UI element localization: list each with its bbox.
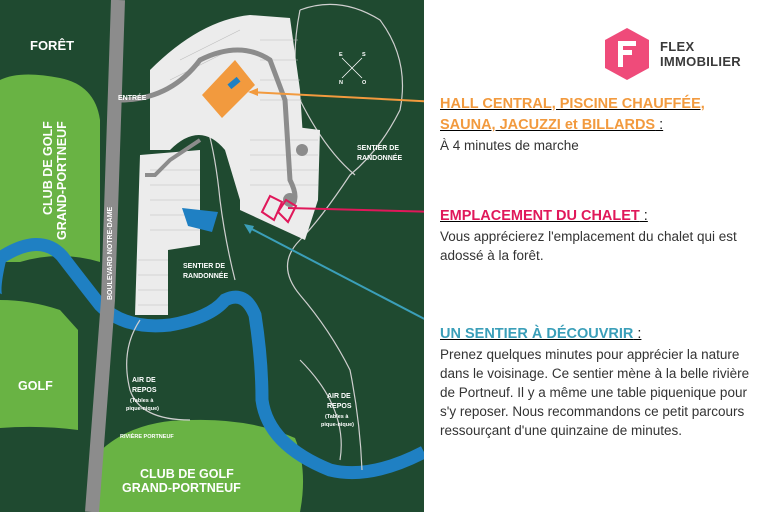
compass-e: E [339, 52, 343, 58]
chalet-heading: EMPLACEMENT DU CHALET [440, 208, 640, 224]
label-foret: FORÊT [30, 38, 75, 53]
sentier-body: Prenez quelques minutes pour apprécier la nature dans le voisinage. Ce sentier mène à la belle rivière de Portneuf. Il y a même une table piquenique pour s'y reposer. Nous recommandons ce petit parcours ressourçant d'une quinzaine de minutes. [440, 347, 750, 438]
hall-heading-suffix: : [655, 117, 664, 133]
hall-heading-wrap [440, 94, 760, 136]
golf-area-left-lower [0, 300, 78, 430]
chalet-heading-wrap [440, 206, 760, 227]
label-air-left-3: (Tables à [130, 398, 154, 404]
sentier-heading: UN SENTIER À DÉCOUVRIR [440, 326, 634, 342]
compass-s: S [362, 52, 366, 58]
label-club-left-2: GRAND-PORTNEUF [55, 121, 69, 240]
label-air-right-4: pique-nique) [321, 422, 354, 428]
logo-text [660, 39, 741, 69]
hall-heading: HALL CENTRAL, PISCINE CHAUFFÉE, SAUNA, JACUZZI et BILLARDS [440, 96, 705, 133]
label-sentier-right-1: SENTIER DE [357, 145, 400, 152]
road-cul-de-sac-2 [296, 144, 308, 156]
flex-immobilier-logo [602, 26, 741, 82]
section-sentier [440, 324, 760, 440]
label-club-bottom-2: GRAND-PORTNEUF [122, 481, 241, 495]
section-hall [440, 94, 760, 155]
label-club-bottom-1: CLUB DE GOLF [140, 467, 234, 481]
sentier-heading-suffix: : [633, 326, 642, 342]
chalet-heading-suffix: : [639, 208, 648, 224]
compass-n: N [339, 80, 343, 86]
label-air-right-3: (Tables à [325, 414, 349, 420]
chalet-body: Vous apprécierez l'emplacement du chalet qui est adossé à la forêt. [440, 229, 737, 263]
label-boulevard: BOULEVARD NOTRE-DAME [107, 206, 114, 300]
hall-body: À 4 minutes de marche [440, 138, 579, 153]
label-air-left-4: pique-nique) [126, 406, 159, 412]
label-air-right-2: REPOS [327, 403, 352, 410]
label-air-left-1: AIR DE [132, 377, 156, 384]
label-sentier-mid-2: RANDONNÉE [183, 273, 229, 280]
label-air-left-2: REPOS [132, 387, 157, 394]
label-club-left-1: CLUB DE GOLF [41, 121, 55, 215]
logo-line-1: FLEX [660, 39, 695, 54]
label-sentier-right-2: RANDONNÉE [357, 155, 403, 162]
label-golf: GOLF [18, 379, 53, 393]
label-sentier-mid-1: SENTIER DE [183, 263, 226, 270]
label-air-right-1: AIR DE [327, 393, 351, 400]
compass-o: O [362, 80, 367, 86]
info-panel [424, 0, 768, 512]
label-entree: ENTRÉE [118, 95, 147, 102]
logo-hex-icon [602, 26, 652, 82]
logo-line-2: IMMOBILIER [660, 54, 741, 69]
sentier-heading-wrap [440, 324, 760, 345]
label-riviere: RIVIÈRE PORTNEUF [120, 434, 174, 440]
section-chalet [440, 206, 760, 265]
